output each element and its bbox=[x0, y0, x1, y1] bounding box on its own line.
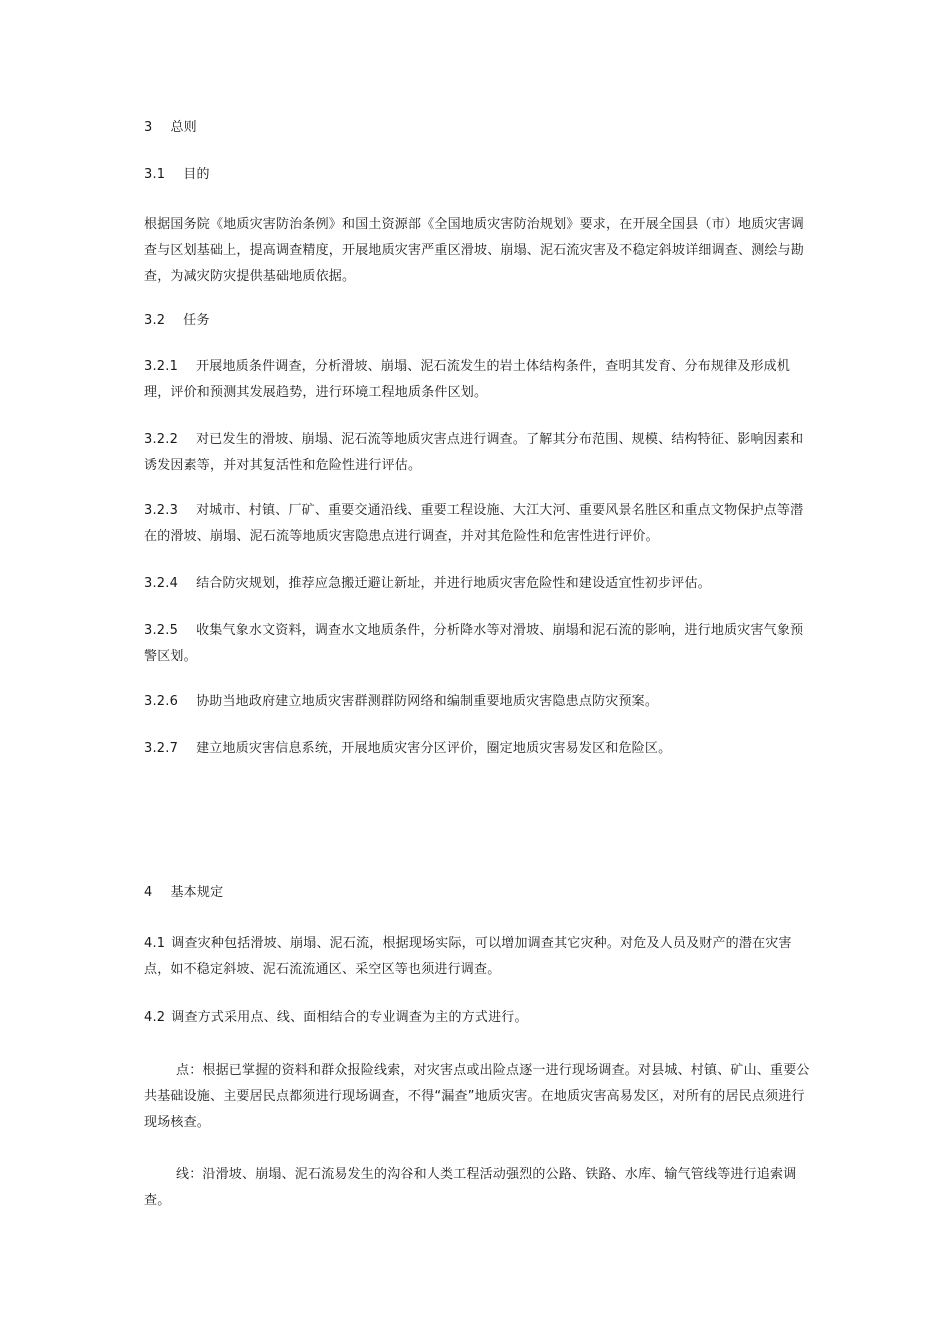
section-3-1-heading bbox=[144, 162, 812, 188]
section-3-2-heading bbox=[144, 308, 812, 334]
clause-number: 4.1 bbox=[144, 936, 166, 951]
clause-number: 4.2 bbox=[144, 1010, 166, 1025]
section-title: 总则 bbox=[170, 120, 197, 135]
section-4-heading bbox=[144, 880, 812, 906]
section-number: 3.2 bbox=[144, 313, 166, 328]
task-3-2-1 bbox=[144, 354, 812, 406]
section-title: 目的 bbox=[183, 167, 210, 182]
task-3-2-3 bbox=[144, 498, 812, 550]
task-number: 3.2.2 bbox=[144, 432, 179, 447]
task-number: 3.2.7 bbox=[144, 741, 179, 756]
task-3-2-6 bbox=[144, 689, 812, 715]
section-number: 4 bbox=[144, 885, 153, 900]
section-3-1-paragraph: 根据国务院《地质灾害防治条例》和国土资源部《全国地质灾害防治规划》要求，在开展全国县（市）地质灾害调查与区划基础上，提高调查精度，开展地质灾害严重区滑坡、崩塌、泥石流灾害及不稳定斜坡详细调查、测绘与勘查，为减灾防灾提供基础地质依据。 bbox=[144, 217, 805, 284]
task-3-2-7 bbox=[144, 736, 812, 762]
section-4-2 bbox=[144, 1005, 812, 1031]
task-number: 3.2.6 bbox=[144, 694, 179, 709]
task-text: 协助当地政府建立地质灾害群测群防网络和编制重要地质灾害隐患点防灾预案。 bbox=[196, 694, 659, 709]
task-number: 3.2.4 bbox=[144, 576, 179, 591]
clause-text: 调查方式采用点、线、面相结合的专业调查为主的方式进行。 bbox=[171, 1010, 528, 1025]
task-text: 开展地质条件调查，分析滑坡、崩塌、泥石流发生的岩土体结构条件，查明其发育、分布规律及形成机理，评价和预测其发展趋势，进行环境工程地质条件区划。 bbox=[144, 359, 791, 400]
point-survey-paragraph: 点：根据已掌握的资料和群众报险线索，对灾害点或出险点逐一进行现场调查。对县城、村镇、矿山、重要公共基础设施、主要居民点都须进行现场调查，不得“漏查”地质灾害。在地质灾害高易发区，对所有的居民点须进行现场核查。 bbox=[144, 1063, 810, 1130]
task-3-2-5 bbox=[144, 618, 812, 670]
task-text: 结合防灾规划，推荐应急搬迁避让新址，并进行地质灾害危险性和建设适宜性初步评估。 bbox=[196, 576, 711, 591]
task-text: 对城市、村镇、厂矿、重要交通沿线、重要工程设施、大江大河、重要风景名胜区和重点文物保护点等潜在的滑坡、崩塌、泥石流等地质灾害隐患点进行调查，并对其危险性和危害性进行评价。 bbox=[144, 503, 804, 544]
section-title: 基本规定 bbox=[170, 885, 224, 900]
task-number: 3.2.1 bbox=[144, 359, 179, 374]
task-text: 对已发生的滑坡、崩塌、泥石流等地质灾害点进行调查。了解其分布范围、规模、结构特征、影响因素和诱发因素等，并对其复活性和危险性进行评估。 bbox=[144, 432, 804, 473]
section-4-1 bbox=[144, 931, 812, 983]
section-3-heading bbox=[144, 115, 812, 141]
clause-text: 调查灾种包括滑坡、崩塌、泥石流，根据现场实际，可以增加调查其它灾种。对危及人员及财产的潜在灾害点，如不稳定斜坡、泥石流流通区、采空区等也须进行调查。 bbox=[144, 936, 792, 977]
task-number: 3.2.5 bbox=[144, 623, 179, 638]
section-title: 任务 bbox=[183, 313, 210, 328]
task-text: 建立地质灾害信息系统，开展地质灾害分区评价，圈定地质灾害易发区和危险区。 bbox=[196, 741, 672, 756]
line-survey-paragraph: 线：沿滑坡、崩塌、泥石流易发生的沟谷和人类工程活动强烈的公路、铁路、水库、输气管线等进行追索调查。 bbox=[144, 1167, 797, 1208]
section-number: 3.1 bbox=[144, 167, 166, 182]
task-3-2-2 bbox=[144, 427, 812, 479]
section-number: 3 bbox=[144, 120, 153, 135]
task-3-2-4 bbox=[144, 571, 812, 597]
task-number: 3.2.3 bbox=[144, 503, 179, 518]
task-text: 收集气象水文资料，调查水文地质条件，分析降水等对滑坡、崩塌和泥石流的影响，进行地质灾害气象预警区划。 bbox=[144, 623, 804, 664]
